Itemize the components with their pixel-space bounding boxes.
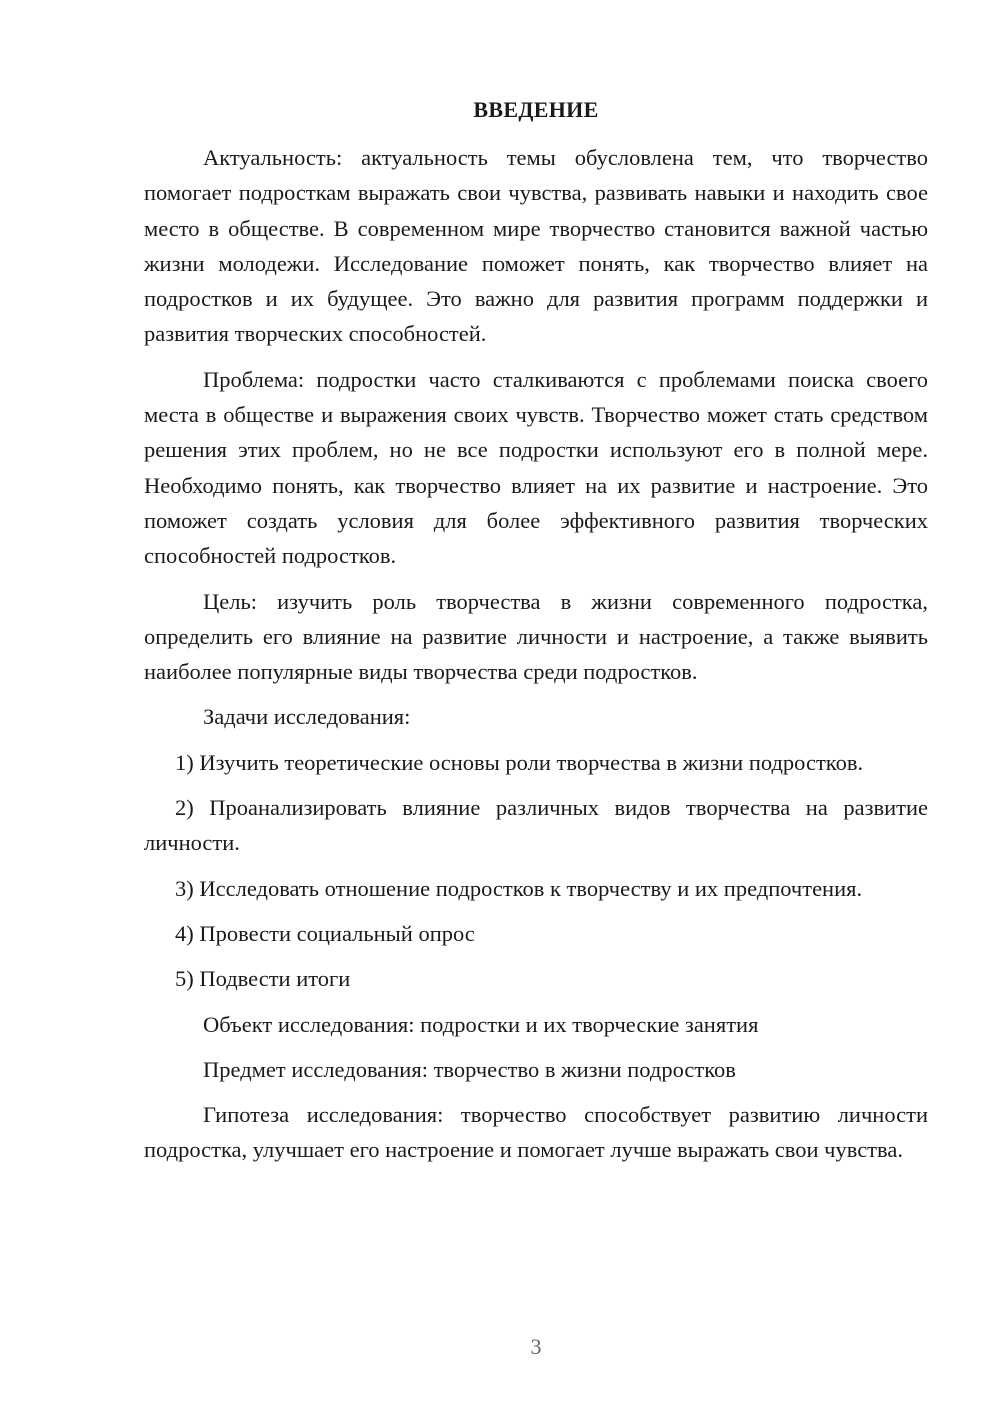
paragraph-subject: Предмет исследования: творчество в жизни подростков	[203, 1056, 736, 1082]
paragraph-object: Объект исследования: подростки и их творческие занятия	[203, 1011, 759, 1037]
task-item-4: 4) Провести социальный опрос	[175, 920, 475, 946]
document-body	[144, 140, 928, 1168]
task-item-5: 5) Подвести итоги	[175, 966, 351, 992]
page-number: 3	[530, 1334, 542, 1359]
task-item-2: 2) Проанализировать влияние различных видов творчества на развитие личности.	[144, 795, 928, 856]
tasks-heading: Задачи исследования:	[203, 704, 411, 730]
paragraph-goal: Цель: изучить роль творчества в жизни современного подростка, определить его влияние на развитие личности и настроение, а также выявить наиболее популярные виды творчества среди подростков.	[144, 588, 928, 685]
paragraph-problem: Проблема: подростки часто сталкиваются с проблемами поиска своего места в обществе и выражения своих чувств. Творчество может стать средством решения этих проблем, но не все подростки используют его в полной мере. Необходимо понять, как творчество влияет на их развитие и настроение. Это поможет создать условия для более эффективного развития творческих способностей подростков.	[144, 366, 928, 569]
paragraph-hypothesis: Гипотеза исследования: творчество способствует развитию личности подростка, улучшает его настроение и помогает лучше выражать свои чувства.	[144, 1102, 928, 1163]
paragraph-relevance: Актуальность: актуальность темы обусловлена тем, что творчество помогает подросткам выражать свои чувства, развивать навыки и находить свое место в обществе. В современном мире творчество становится важной частью жизни молодежи. Исследование поможет понять, как творчество влияет на подростков и их будущее. Это важно для развития программ поддержки и развития творческих способностей.	[144, 145, 928, 347]
task-item-1: 1) Изучить теоретические основы роли творчества в жизни подростков.	[175, 749, 864, 775]
page-title: ВВЕДЕНИЕ	[473, 97, 599, 122]
task-item-3: 3) Исследовать отношение подростков к творчеству и их предпочтения.	[175, 875, 863, 901]
